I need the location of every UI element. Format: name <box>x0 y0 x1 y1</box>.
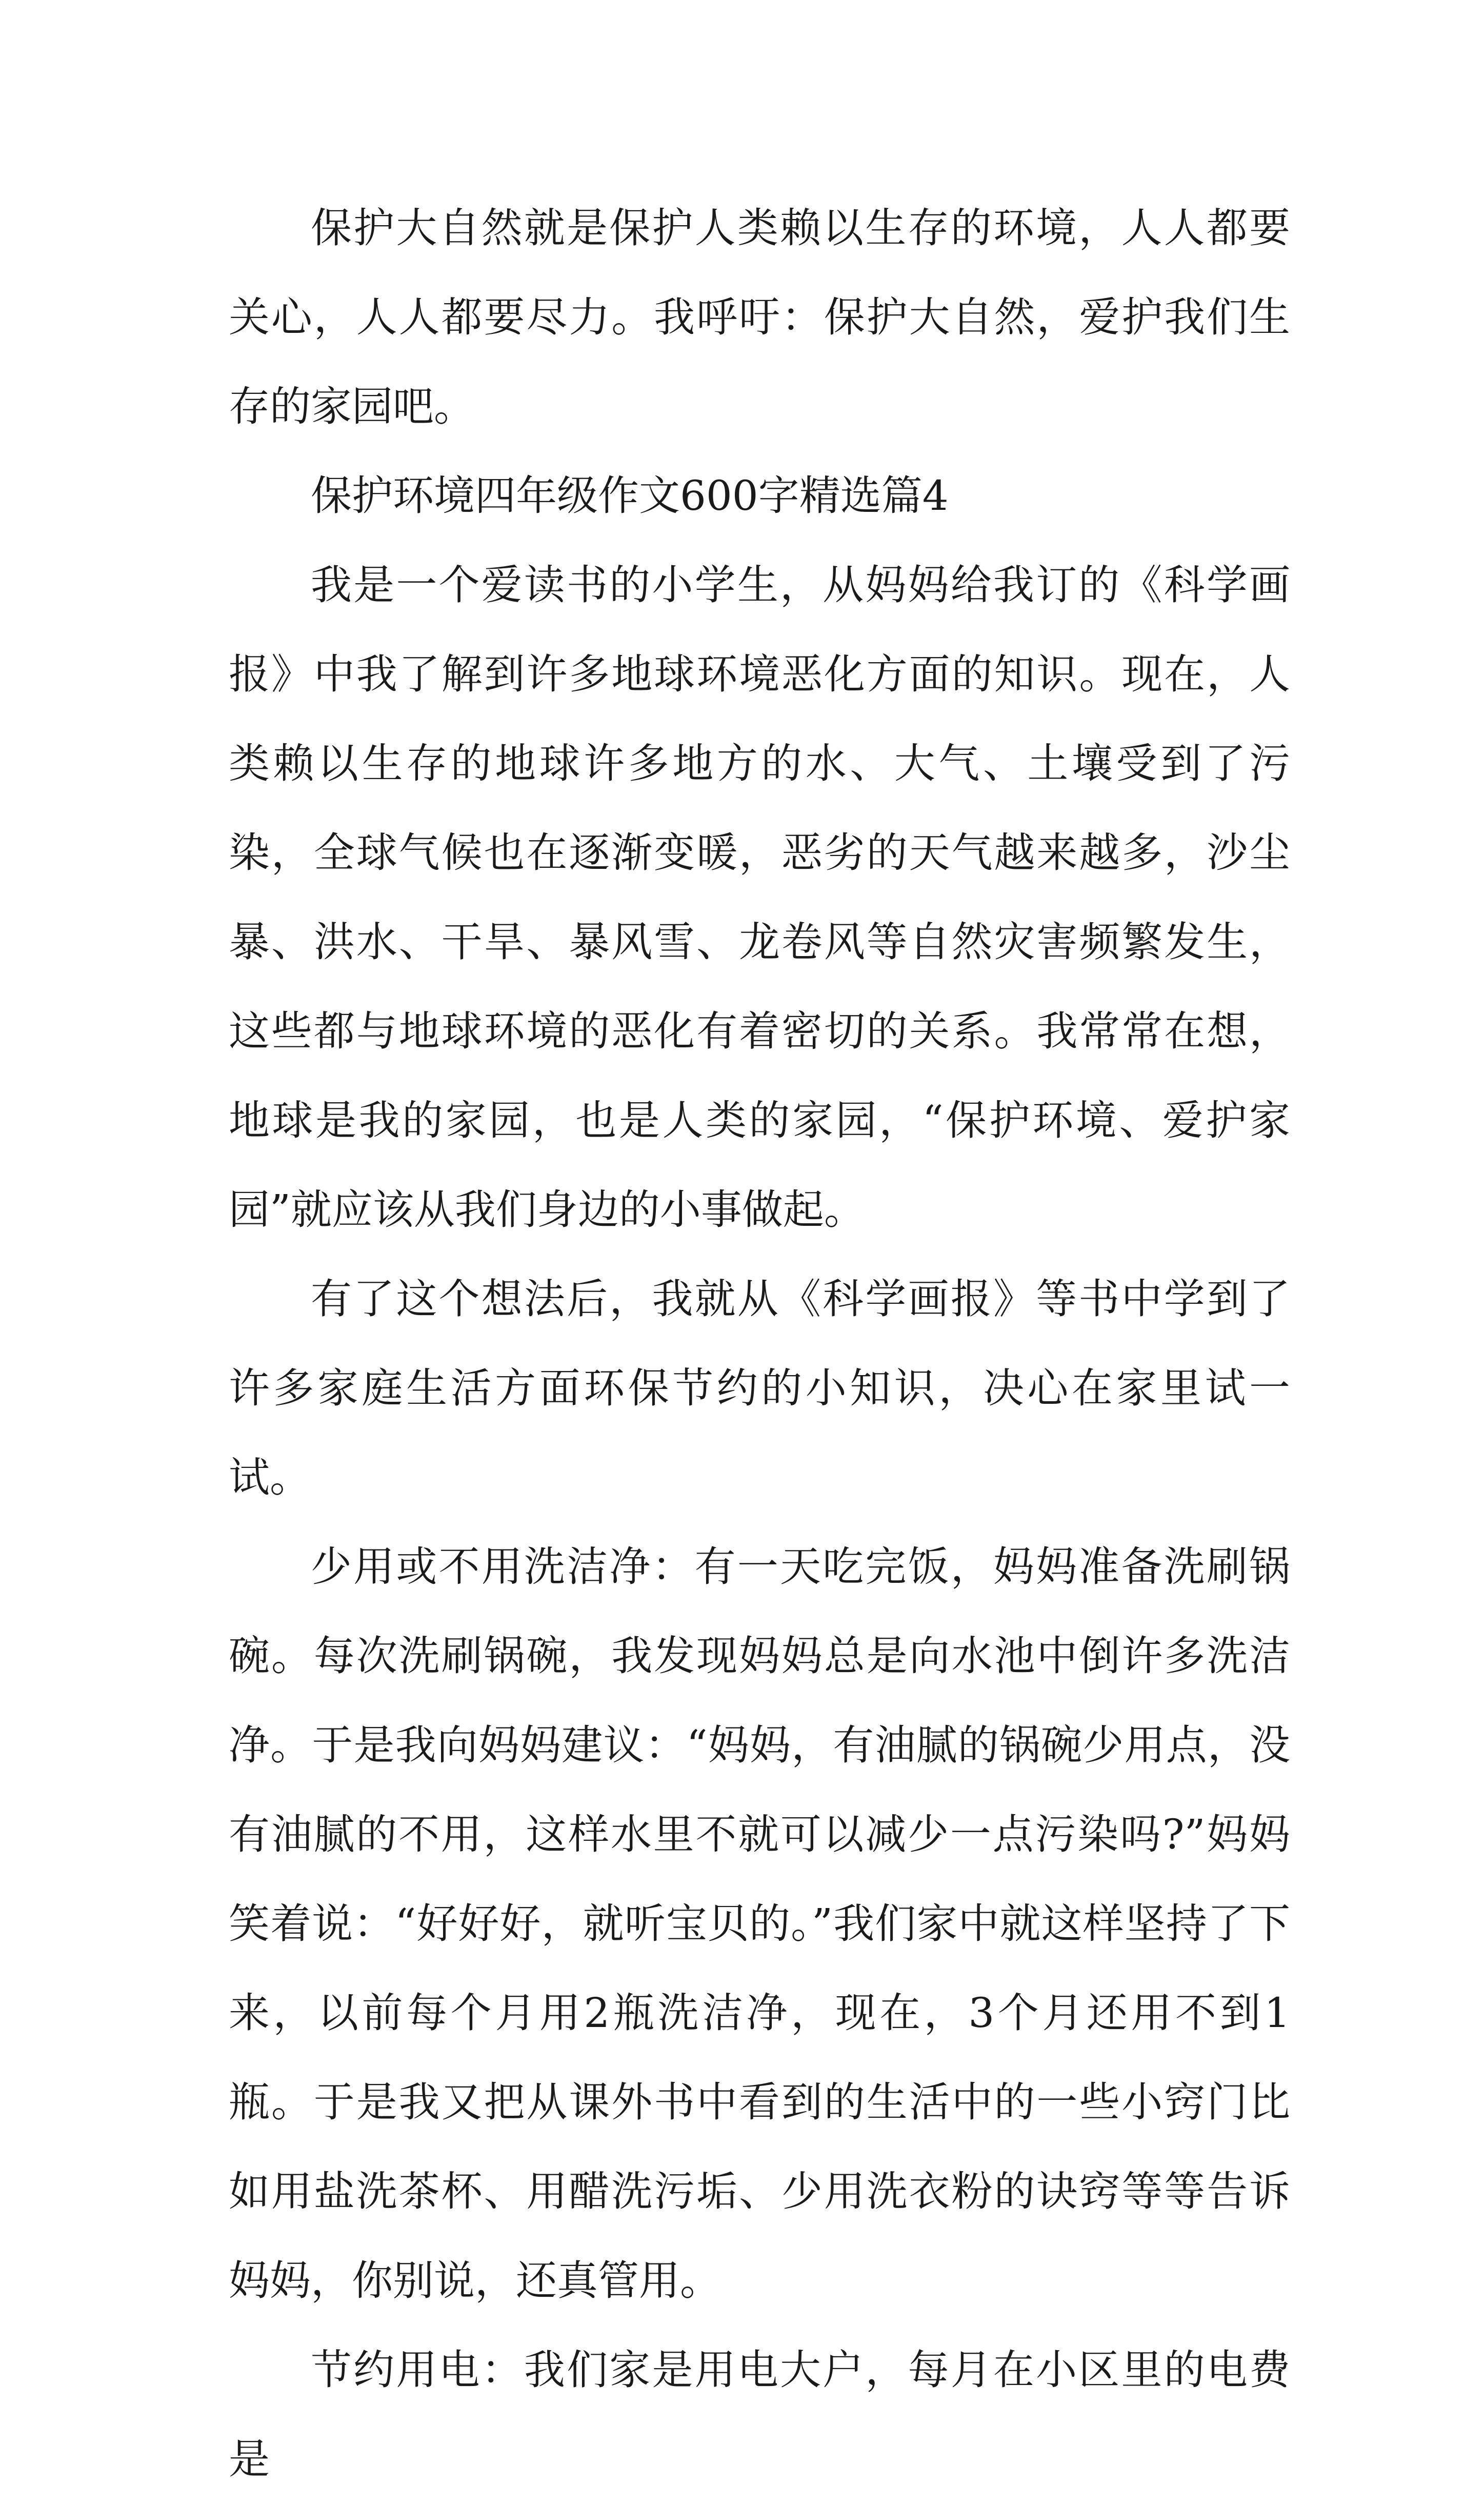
paragraph-electricity: 节约用电：我们家是用电大户，每月在小区里的电费是 <box>229 2346 1290 2483</box>
paragraph-intro: 我是一个爱读书的小学生，从妈妈给我订的《科学画报》中我了解到许多地球环境恶化方面的知识。现在，人类赖以生存的地球许多地方的水、大气、土壤受到了污染，全球气候也在逐渐变暖，恶劣的天气越来越多，沙尘暴、洪水、干旱、暴风雪、龙卷风等自然灾害频繁发生，这些都与地球环境的恶化有着密切的关系。我常常在想，地球是我的家园，也是人类的家园，“保护环境、爱护家园”就应该从我们身边的小事做起。 <box>229 561 1290 1234</box>
paragraph-idea: 有了这个想法后，我就从《科学画报》等书中学到了许多家庭生活方面环保节约的小知识，决心在家里试一试。 <box>229 1275 1290 1501</box>
document-body <box>229 184 1290 2504</box>
section-heading: 保护环境四年级作文600字精选篇4 <box>311 472 949 520</box>
paragraph-detergent: 少用或不用洗洁净：有一天吃完饭，妈妈准备洗刷锅碗。每次洗刷锅碗，我发现妈妈总是向水池中倒许多洗洁净。于是我向妈妈建议：“妈妈，有油腻的锅碗少用点，没有油腻的不用，这样水里不就可以减少一点污染吗?”妈妈笑着说：“好好好，就听宝贝的。”我们家中就这样坚持了下来，以前每个月用2瓶洗洁净，现在，3个月还用不到1瓶。于是我又把从课外书中看到的生活中的一些小窍门比如用盐洗茶杯、用醋洗污垢、少用洗衣粉的诀窍等等告诉妈妈，你别说，还真管用。 <box>229 1543 1290 2304</box>
paragraph-closing: 保护大自然就是保护人类赖以生存的环境，人人都要关心，人人都要尽力。我呼吁：保护大自然，爱护我们生存的家园吧。 <box>229 204 1290 430</box>
